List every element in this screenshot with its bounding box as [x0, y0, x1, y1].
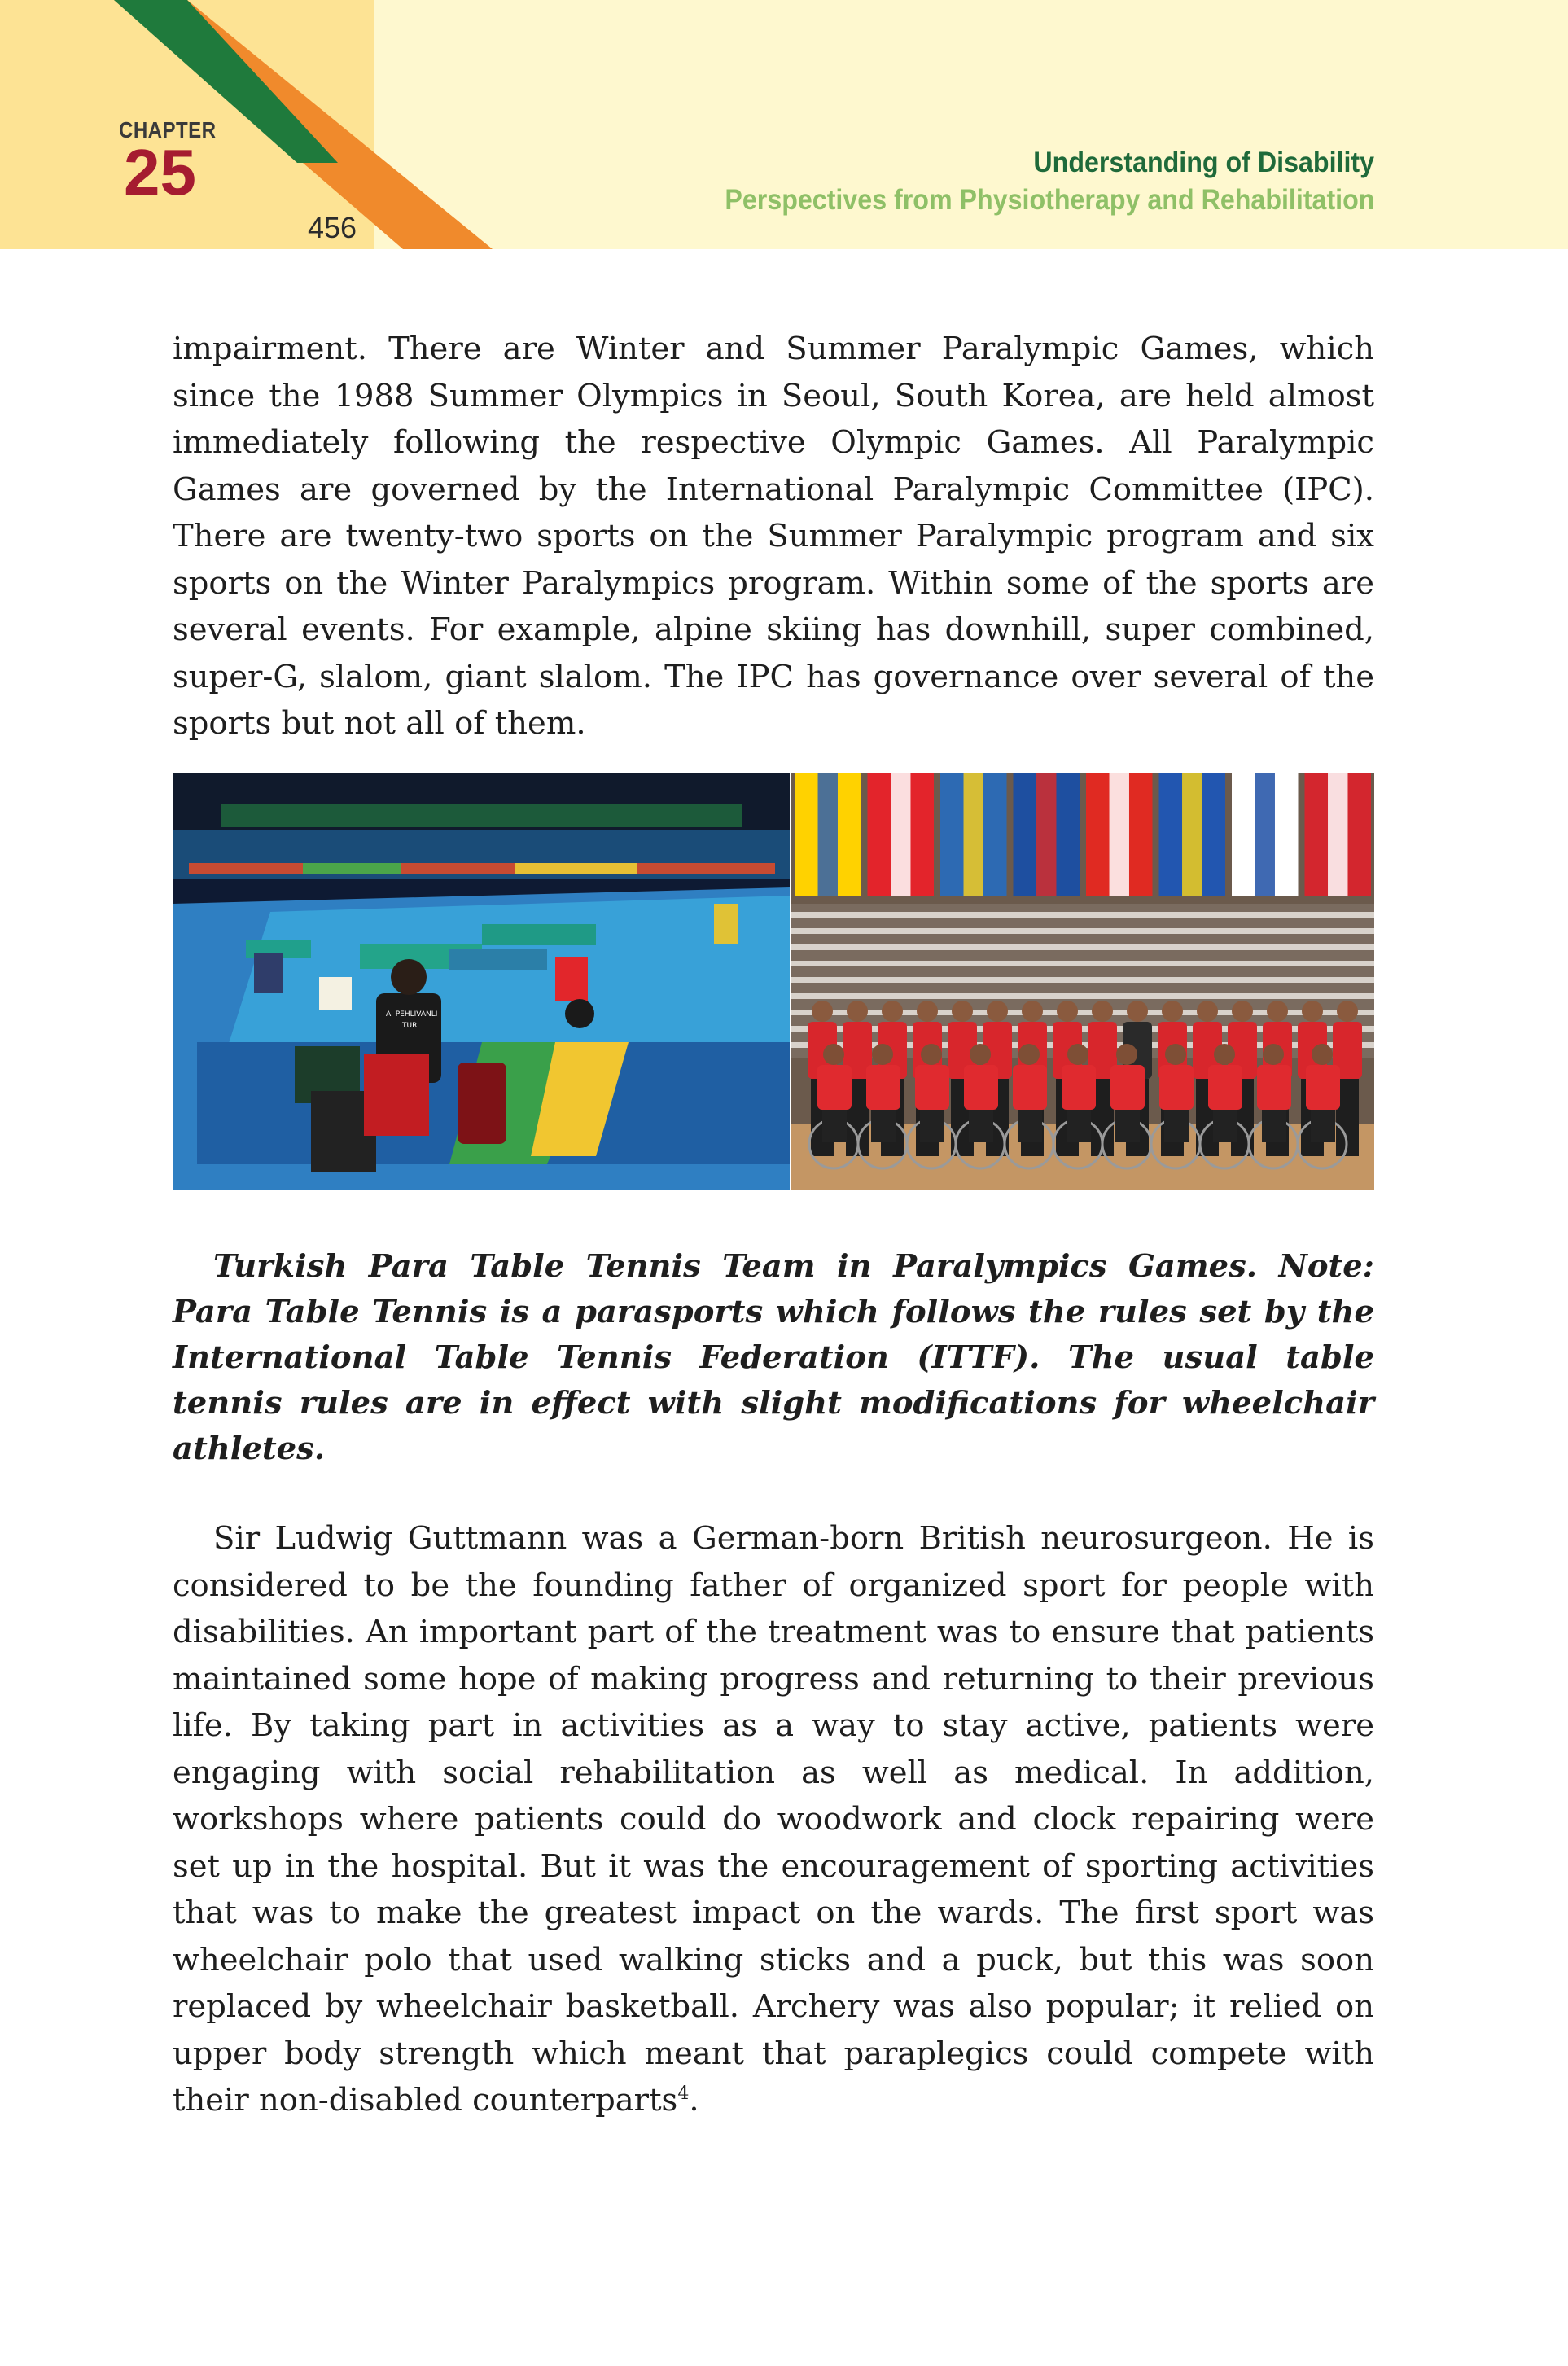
figure	[173, 773, 1374, 1190]
flag	[868, 773, 935, 896]
flag	[1159, 773, 1226, 896]
flag	[1305, 773, 1372, 896]
body-paragraph-2	[173, 1515, 1374, 2124]
flag	[1232, 773, 1299, 896]
chapter-number: 25	[124, 136, 196, 208]
chapter-label: CHAPTER	[119, 117, 217, 142]
photo-team-group	[791, 773, 1374, 1190]
flag	[940, 773, 1007, 896]
body-paragraph-2-text: Sir Ludwig Guttmann was a German-born British neurosurgeon. He is considered to be the founding father of organized sport for people with disabilities. An important part of the treatment was to ensure that patients maintained some hope of making progress and returning to their previous life. By taking part in activities as a way to stay active, patients were engaging with social rehabilitation as well as medical. In addition, workshops where patients could do woodwork and clock repairing were set up in the hospital. But it was the encouragement of sporting activities that was to make the greatest impact on the wards. The first sport was wheelchair polo that used walking sticks and a puck, but this was soon replaced by wheelchair basketball. Archery was also popular; it relied on upper body strength which meant that paraplegics could compete with their non-disabled counterparts	[173, 1520, 1374, 2118]
jersey-country: TUR	[402, 1022, 418, 1030]
footnote-reference: 4	[677, 2083, 690, 2105]
jersey-name: A. PEHLIVANLI	[386, 1010, 438, 1019]
page-number: 456	[308, 211, 357, 244]
figure-caption: Turkish Para Table Tennis Team in Paralympics Games. Note: Para Table Tennis is a parasports which follows the rules set by the International Table Tennis Federation (ITTF). The usual table tennis rules are in effect with slight modifications for wheelchair athletes.	[173, 1248, 1374, 1467]
body-paragraph-2-end: .	[689, 2082, 699, 2118]
photo-table-tennis-match	[173, 773, 790, 1190]
header-stripes-decoration	[0, 0, 570, 249]
flag	[1014, 773, 1080, 896]
book-title: Understanding of Disability	[1033, 147, 1374, 178]
flag	[1086, 773, 1153, 896]
body-paragraph-1: impairment. There are Winter and Summer Paralympic Games, which since the 1988 Summer Olympics in Seoul, South Korea, are held almost immediately following the respective Olympic Games. All Paralympic Games are governed by the International Paralympic Committee (IPC). There are twenty-two sports on the Summer Paralympic program and six sports on the Winter Paralympics program. Within some of the sports are several events. For example, alpine skiing has downhill, super combined, super-G, slalom, giant slalom. The IPC has governance over several of the sports but not all of them.	[173, 331, 1374, 742]
page-header	[0, 0, 1568, 249]
flag	[795, 773, 861, 896]
book-subtitle: Perspectives from Physiotherapy and Rehabilitation	[724, 184, 1374, 216]
